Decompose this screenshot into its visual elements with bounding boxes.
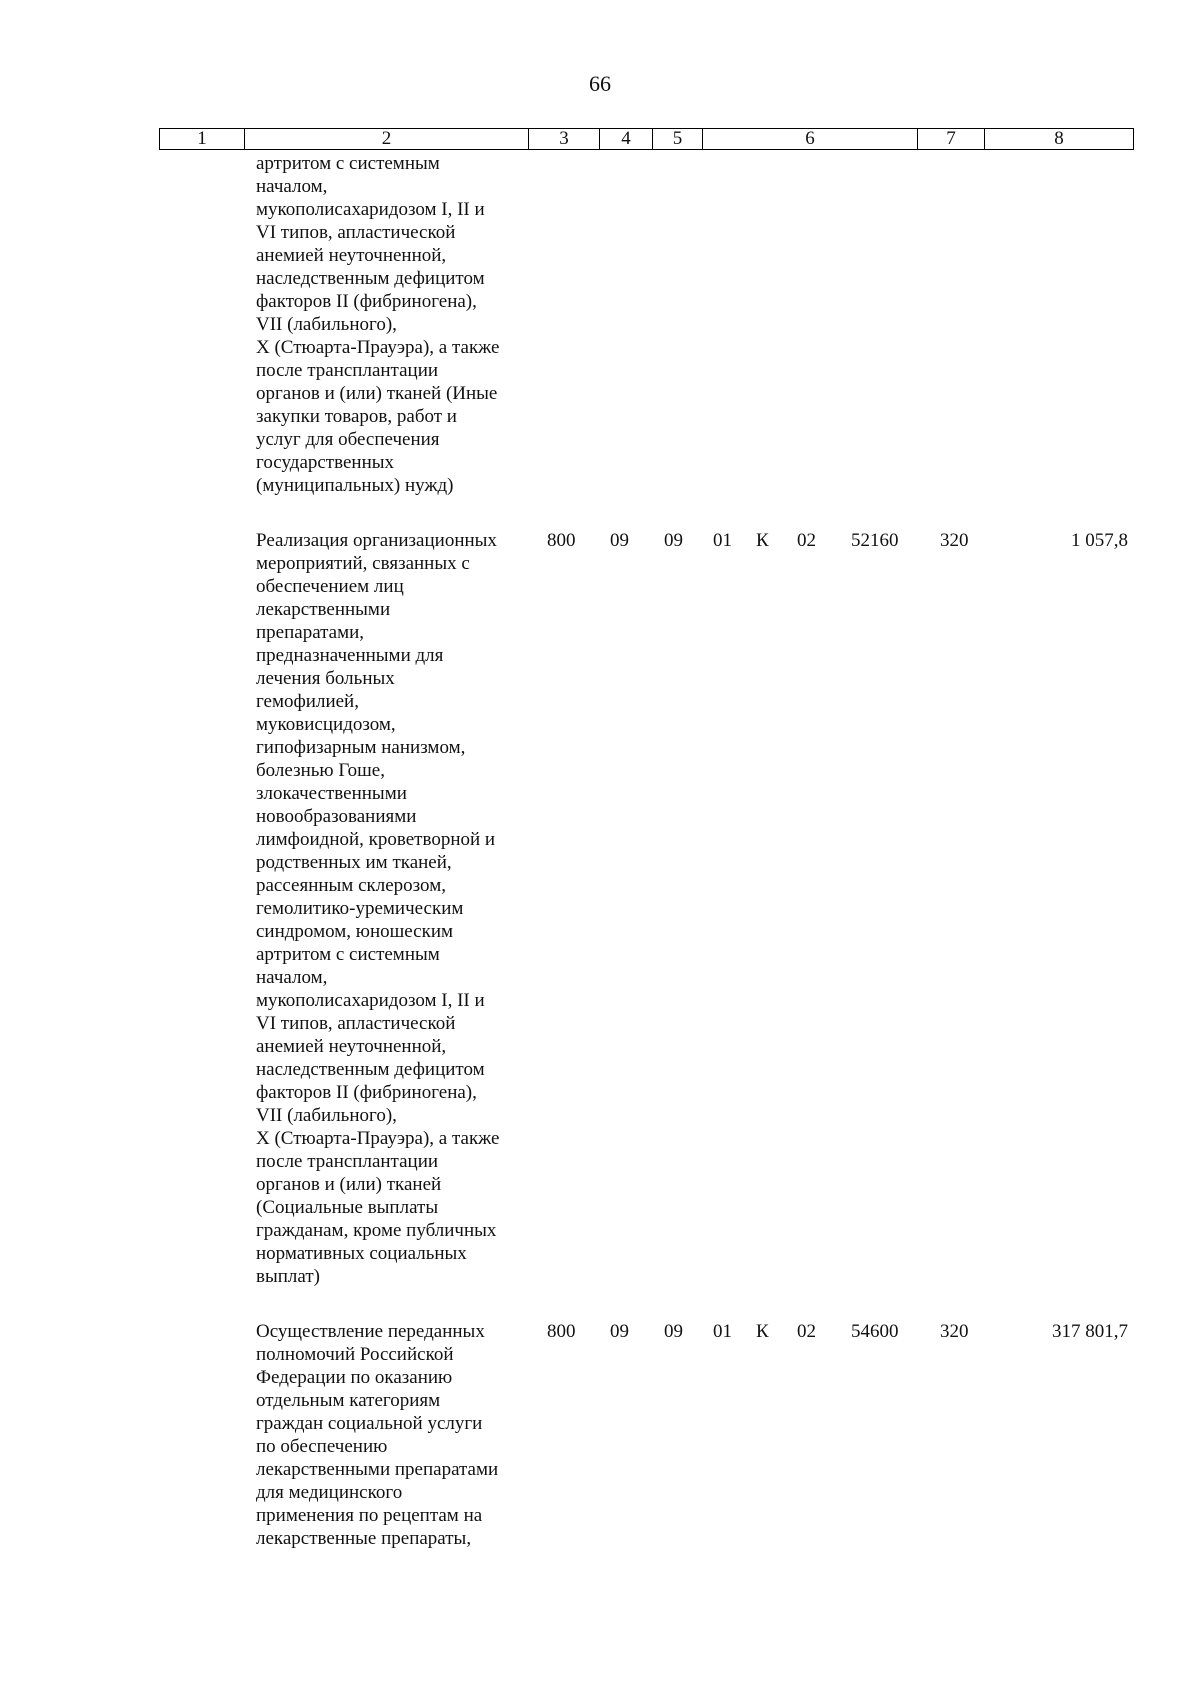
column-header-4: 4 xyxy=(600,129,653,150)
row-description: Осуществление переданных полномочий Российской Федерации по оказанию отдельным категориям граждан социальной услуги по обеспечению лекарственными препаратами для медицинского применения по рецептам на лекарственные препараты, xyxy=(256,1321,499,1549)
row-amount: 1 057,8 xyxy=(1071,530,1128,551)
column-header-5: 5 xyxy=(653,129,703,150)
column-header-row xyxy=(160,129,1134,150)
column-header-2: 2 xyxy=(245,129,529,150)
column-header-table xyxy=(159,128,1134,150)
column-header-8: 8 xyxy=(985,129,1134,150)
row-code-col5: 09 xyxy=(664,530,683,551)
row-code-col5: 09 xyxy=(664,1321,683,1342)
row-description: Реализация организационных мероприятий, связанных с обеспечением лиц лекарственными препаратами, предназначенными для лечения больных гемофилией, муковисцидозом, гипофизарным нанизмом, болезнью Гоше, злокачественными новообразованиями лимфоидной, кроветворной и родственных им тканей, рассеянным склерозом, гемолитико-уремическим синдромом, юношеским артритом с системным началом, мукополисахаридозом I, II и VI типов, апластической анемией неуточненной, наследственным дефицитом факторов II (фибриногена), VII (лабильного), X (Стюарта-Прауэра), а также после трансплантации органов и (или) тканей (Социальные выплаты гражданам, кроме публичных нормативных социальных выплат) xyxy=(256,530,500,1287)
row-code-col4: 09 xyxy=(610,1321,629,1342)
row-code-col7: 320 xyxy=(940,1321,969,1342)
row-code-letter: К xyxy=(756,1321,769,1342)
column-header-3: 3 xyxy=(529,129,600,150)
row-code-target: 54600 xyxy=(851,1321,899,1342)
column-header-7: 7 xyxy=(918,129,985,150)
row-code-target: 52160 xyxy=(851,530,899,551)
row-code-program: 01 xyxy=(713,1321,732,1342)
row-code-sub: 02 xyxy=(797,530,816,551)
row-code-sub: 02 xyxy=(797,1321,816,1342)
row-code-col3: 800 xyxy=(547,1321,576,1342)
column-header-6: 6 xyxy=(703,129,918,150)
column-header-1: 1 xyxy=(160,129,245,150)
row-code-col7: 320 xyxy=(940,530,969,551)
row-code-col3: 800 xyxy=(547,530,576,551)
page-number: 66 xyxy=(589,71,611,96)
row-description-continuation: артритом с системным началом, мукополисахаридозом I, II и VI типов, апластической анемией неуточненной, наследственным дефицитом факторов II (фибриногена), VII (лабильного), X (Стюарта-Прауэра), а также после трансплантации органов и (или) тканей (Иные закупки товаров, работ и услуг для обеспечения государственных (муниципальных) нужд) xyxy=(256,153,500,496)
row-code-col4: 09 xyxy=(610,530,629,551)
row-amount: 317 801,7 xyxy=(1052,1321,1128,1342)
row-code-letter: К xyxy=(756,530,769,551)
row-code-program: 01 xyxy=(713,530,732,551)
